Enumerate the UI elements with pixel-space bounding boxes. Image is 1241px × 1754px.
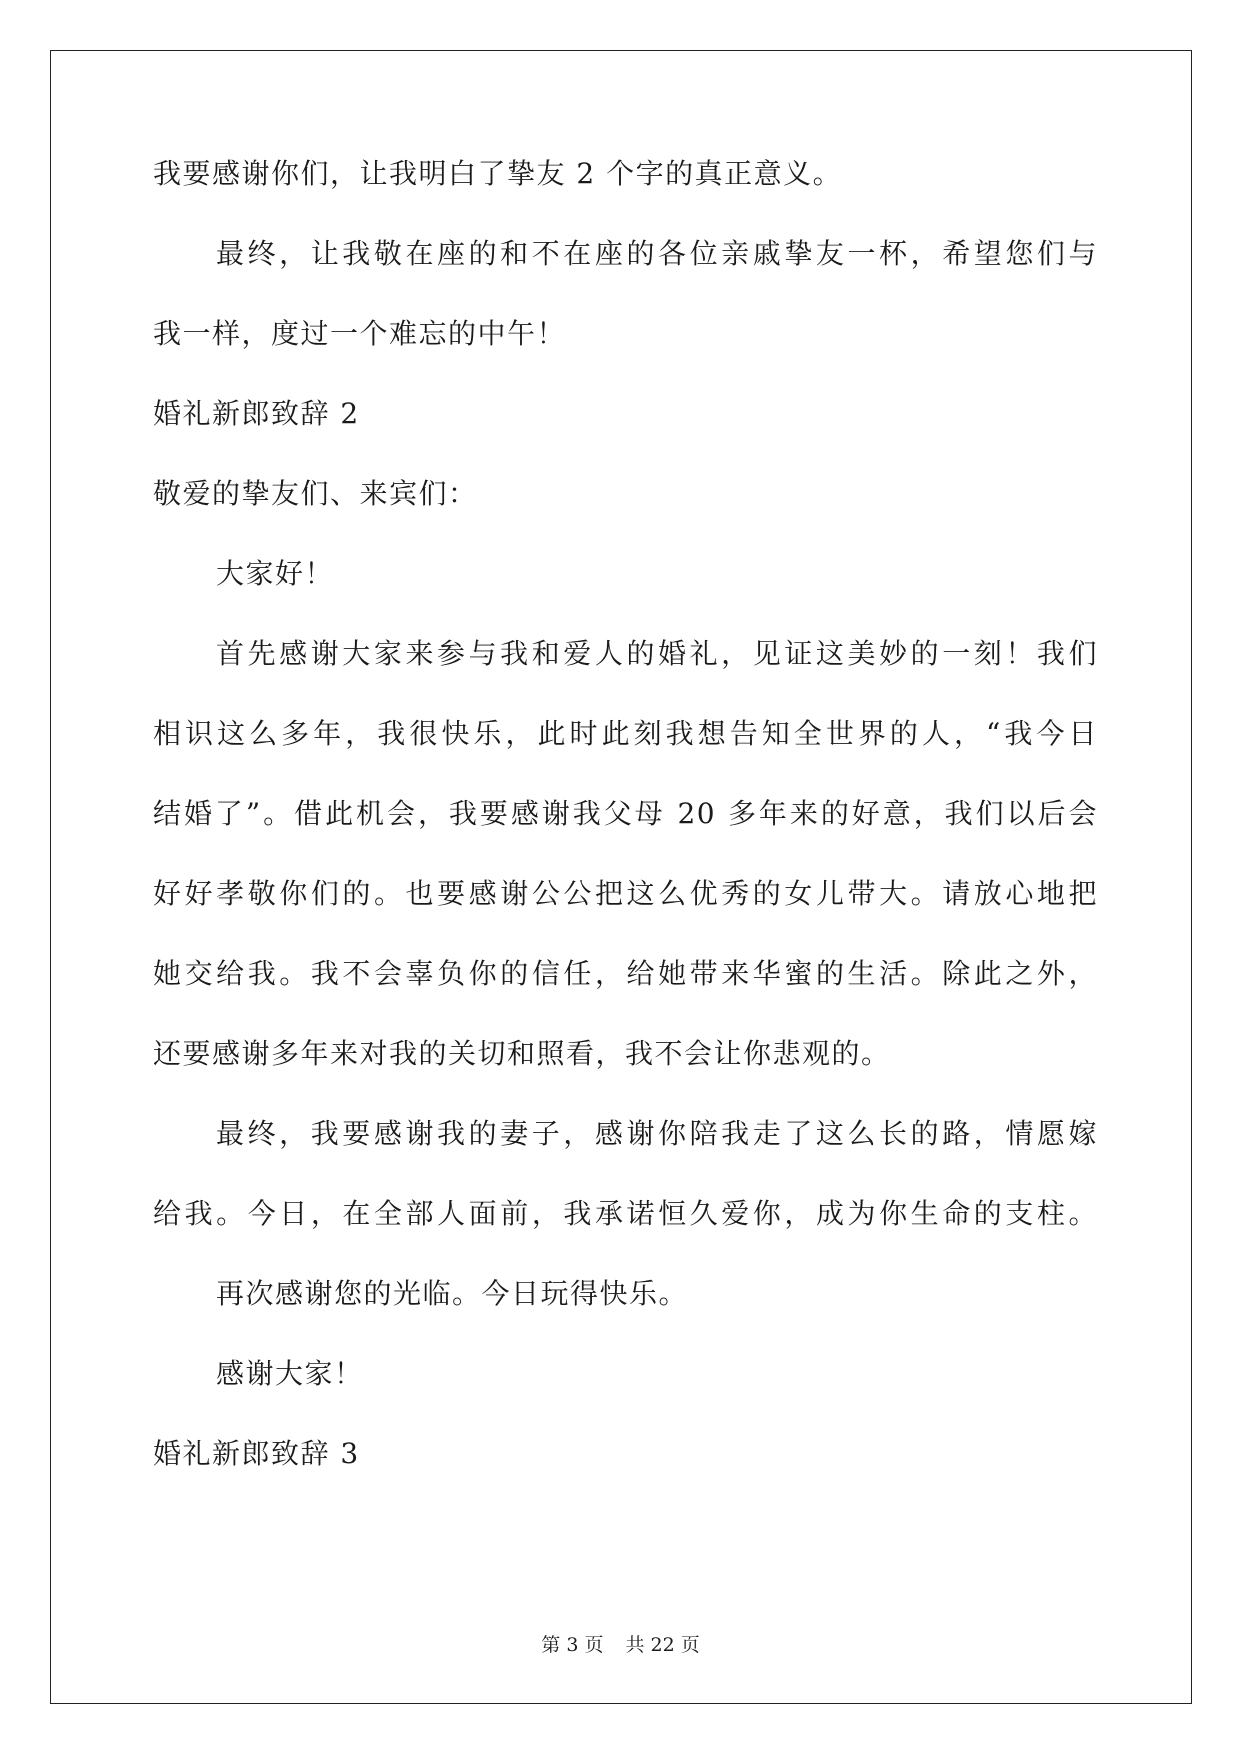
paragraph-line: 我要感谢你们，让我明白了挚友 2 个字的真正意义。 xyxy=(153,157,843,190)
paragraph-line: 再次感谢您的光临。今日玩得快乐。 xyxy=(216,1277,689,1310)
paragraph-line: 最终，让我敬在座的和不在座的各位亲戚挚友一杯，希望您们与 xyxy=(216,237,1098,270)
section-heading: 婚礼新郎致辞 2 xyxy=(153,397,360,430)
paragraph-line: 相识这么多年，我很快乐，此时此刻我想告知全世界的人，“我今日 xyxy=(153,717,1098,750)
page-footer xyxy=(0,1633,1241,1657)
closing-line: 感谢大家！ xyxy=(216,1357,364,1390)
salutation: 敬爱的挚友们、来宾们： xyxy=(153,477,478,510)
paragraph-line: 最终，我要感谢我的妻子，感谢你陪我走了这么长的路，情愿嫁 xyxy=(216,1117,1098,1150)
greeting-line: 大家好！ xyxy=(216,557,335,590)
paragraph-line: 首先感谢大家来参与我和爱人的婚礼，见证这美妙的一刻！我们 xyxy=(216,637,1098,670)
paragraph-line: 我一样，度过一个难忘的中午！ xyxy=(153,317,567,350)
paragraph-line: 给我。今日，在全部人面前，我承诺恒久爱你，成为你生命的支柱。 xyxy=(153,1197,1098,1230)
section-heading: 婚礼新郎致辞 3 xyxy=(153,1437,360,1470)
paragraph-line: 结婚了”。借此机会，我要感谢我父母 20 多年来的好意，我们以后会 xyxy=(153,797,1098,830)
paragraph-line: 好好孝敬你们的。也要感谢公公把这么优秀的女儿带大。请放心地把 xyxy=(153,877,1098,910)
paragraph-line: 还要感谢多年来对我的关切和照看，我不会让你悲观的。 xyxy=(153,1037,891,1070)
paragraph-line: 她交给我。我不会辜负你的信任，给她带来华蜜的生活。除此之外， xyxy=(153,957,1098,990)
page-number: 第 3 页 xyxy=(541,1634,604,1656)
document-body xyxy=(153,158,1098,1518)
page-total: 共 22 页 xyxy=(625,1634,700,1656)
